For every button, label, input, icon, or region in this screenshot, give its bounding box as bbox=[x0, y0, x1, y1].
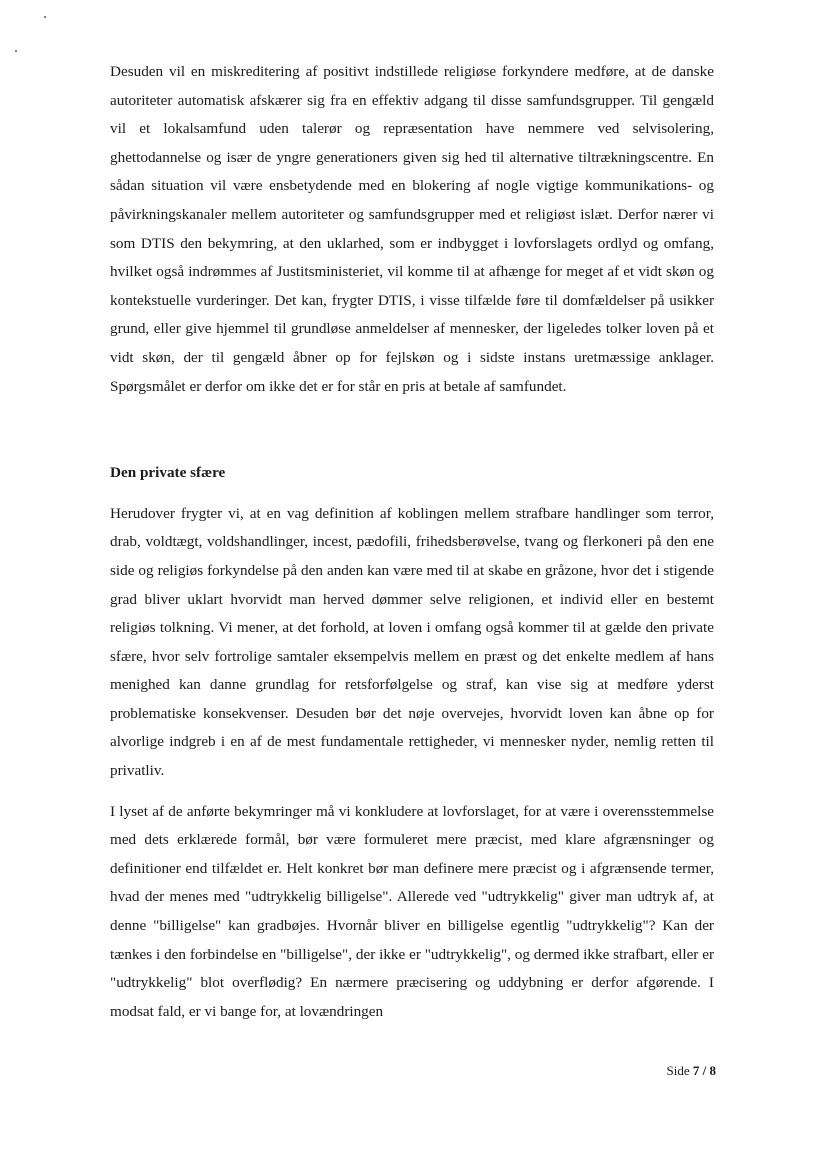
section-heading: Den private sfære bbox=[110, 464, 226, 482]
body-paragraph: Desuden vil en miskreditering af positivt indstillede religiøse forkyndere medføre, at de danske autoriteter automatisk afskærer sig fra en effektiv adgang til disse samfundsgrupper. Til gengæld vil et lokalsamfund uden talerør og repræsentation have nemmere ved selvisolering, ghettodannelse og især de yngre generationers given sig hed til alternative tiltrækningscentre. En sådan situation vil være ensbetydende med en blokering af nogle vigtige kommunikations- og påvirkningskanaler mellem autoriteter og samfundsgrupper med et religiøst islæt. Derfor nærer vi som DTIS den bekymring, at den uklarhed, som er indbygget i lovforslagets ordlyd og omfang, hvilket også indrømmes af Justitsministeriet, vil komme til at afhænge for meget af et vidt skøn og kontekstuelle vurderinger. Det kan, frygter DTIS, i visse tilfælde føre til domfældelser på usikker grund, eller give hjemmel til grundløse anmeldelser af mennesker, der ligeledes tolker loven på et vidt skøn, der til gengæld åbner op for fejlskøn og i sidste instans uretmæssige anklager. Spørgsmålet er derfor om ikke det er for står en pris at betale af samfundet. bbox=[110, 63, 714, 395]
page-label: Side bbox=[666, 1063, 690, 1078]
page-count: 7 / 8 bbox=[692, 1063, 716, 1078]
body-paragraph: I lyset af de anførte bekymringer må vi konkludere at lovforslaget, for at være i overensstemmelse med dets erklærede formål, bør være formuleret mere præcist, med klare afgrænsninger og definitioner end tilfældet er. Helt konkret bør man definere mere præcist og i afgrænsende termer, hvad der menes med "udtrykkelig billigelse". Allerede ved "udtrykkelig" giver man udtryk af, at denne "billigelse" kan gradbøjes. Hvornår bliver en billigelse egentlig "udtrykkelig"? Kan der tænkes i den forbindelse en "billigelse", der ikke er "udtrykkelig", og dermed ikke strafbart, eller er "udtrykkelig" blot overflødig? En nærmere præcisering og uddybning er derfor afgørende. I modsat fald, er vi bange for, at lovændringen bbox=[110, 802, 714, 1020]
scan-speck bbox=[15, 50, 17, 52]
document-body bbox=[110, 58, 714, 1026]
page-number bbox=[667, 1063, 717, 1079]
body-paragraph: Herudover frygter vi, at en vag definition af koblingen mellem strafbare handlinger som terror, drab, voldtægt, voldshandlinger, incest, pædofili, frihedsberøvelse, tvang og flerkoneri på den ene side og religiøs forkyndelse på den anden kan være med til at skabe en gråzone, hvor det i stigende grad bliver uklart hvorvidt man herved dømmer selve religionen, et individ eller en bestemt religiøs tolkning. Vi mener, at det forhold, at loven i omfang også kommer til at gælde den private sfære, hvor selv fortrolige samtaler eksempelvis mellem en præst og det enkelte medlem af hans menighed kan danne grundlag for retsforfølgelse og straf, kan vise sig at medføre yderst problematiske konsekvenser. Desuden bør det nøje overvejes, hvorvidt loven kan åbne op for alvorlige indgreb i en af de mest fundamentale rettigheder, vi mennesker nyder, nemlig retten til privatliv. bbox=[110, 504, 714, 780]
scan-speck bbox=[44, 16, 46, 18]
